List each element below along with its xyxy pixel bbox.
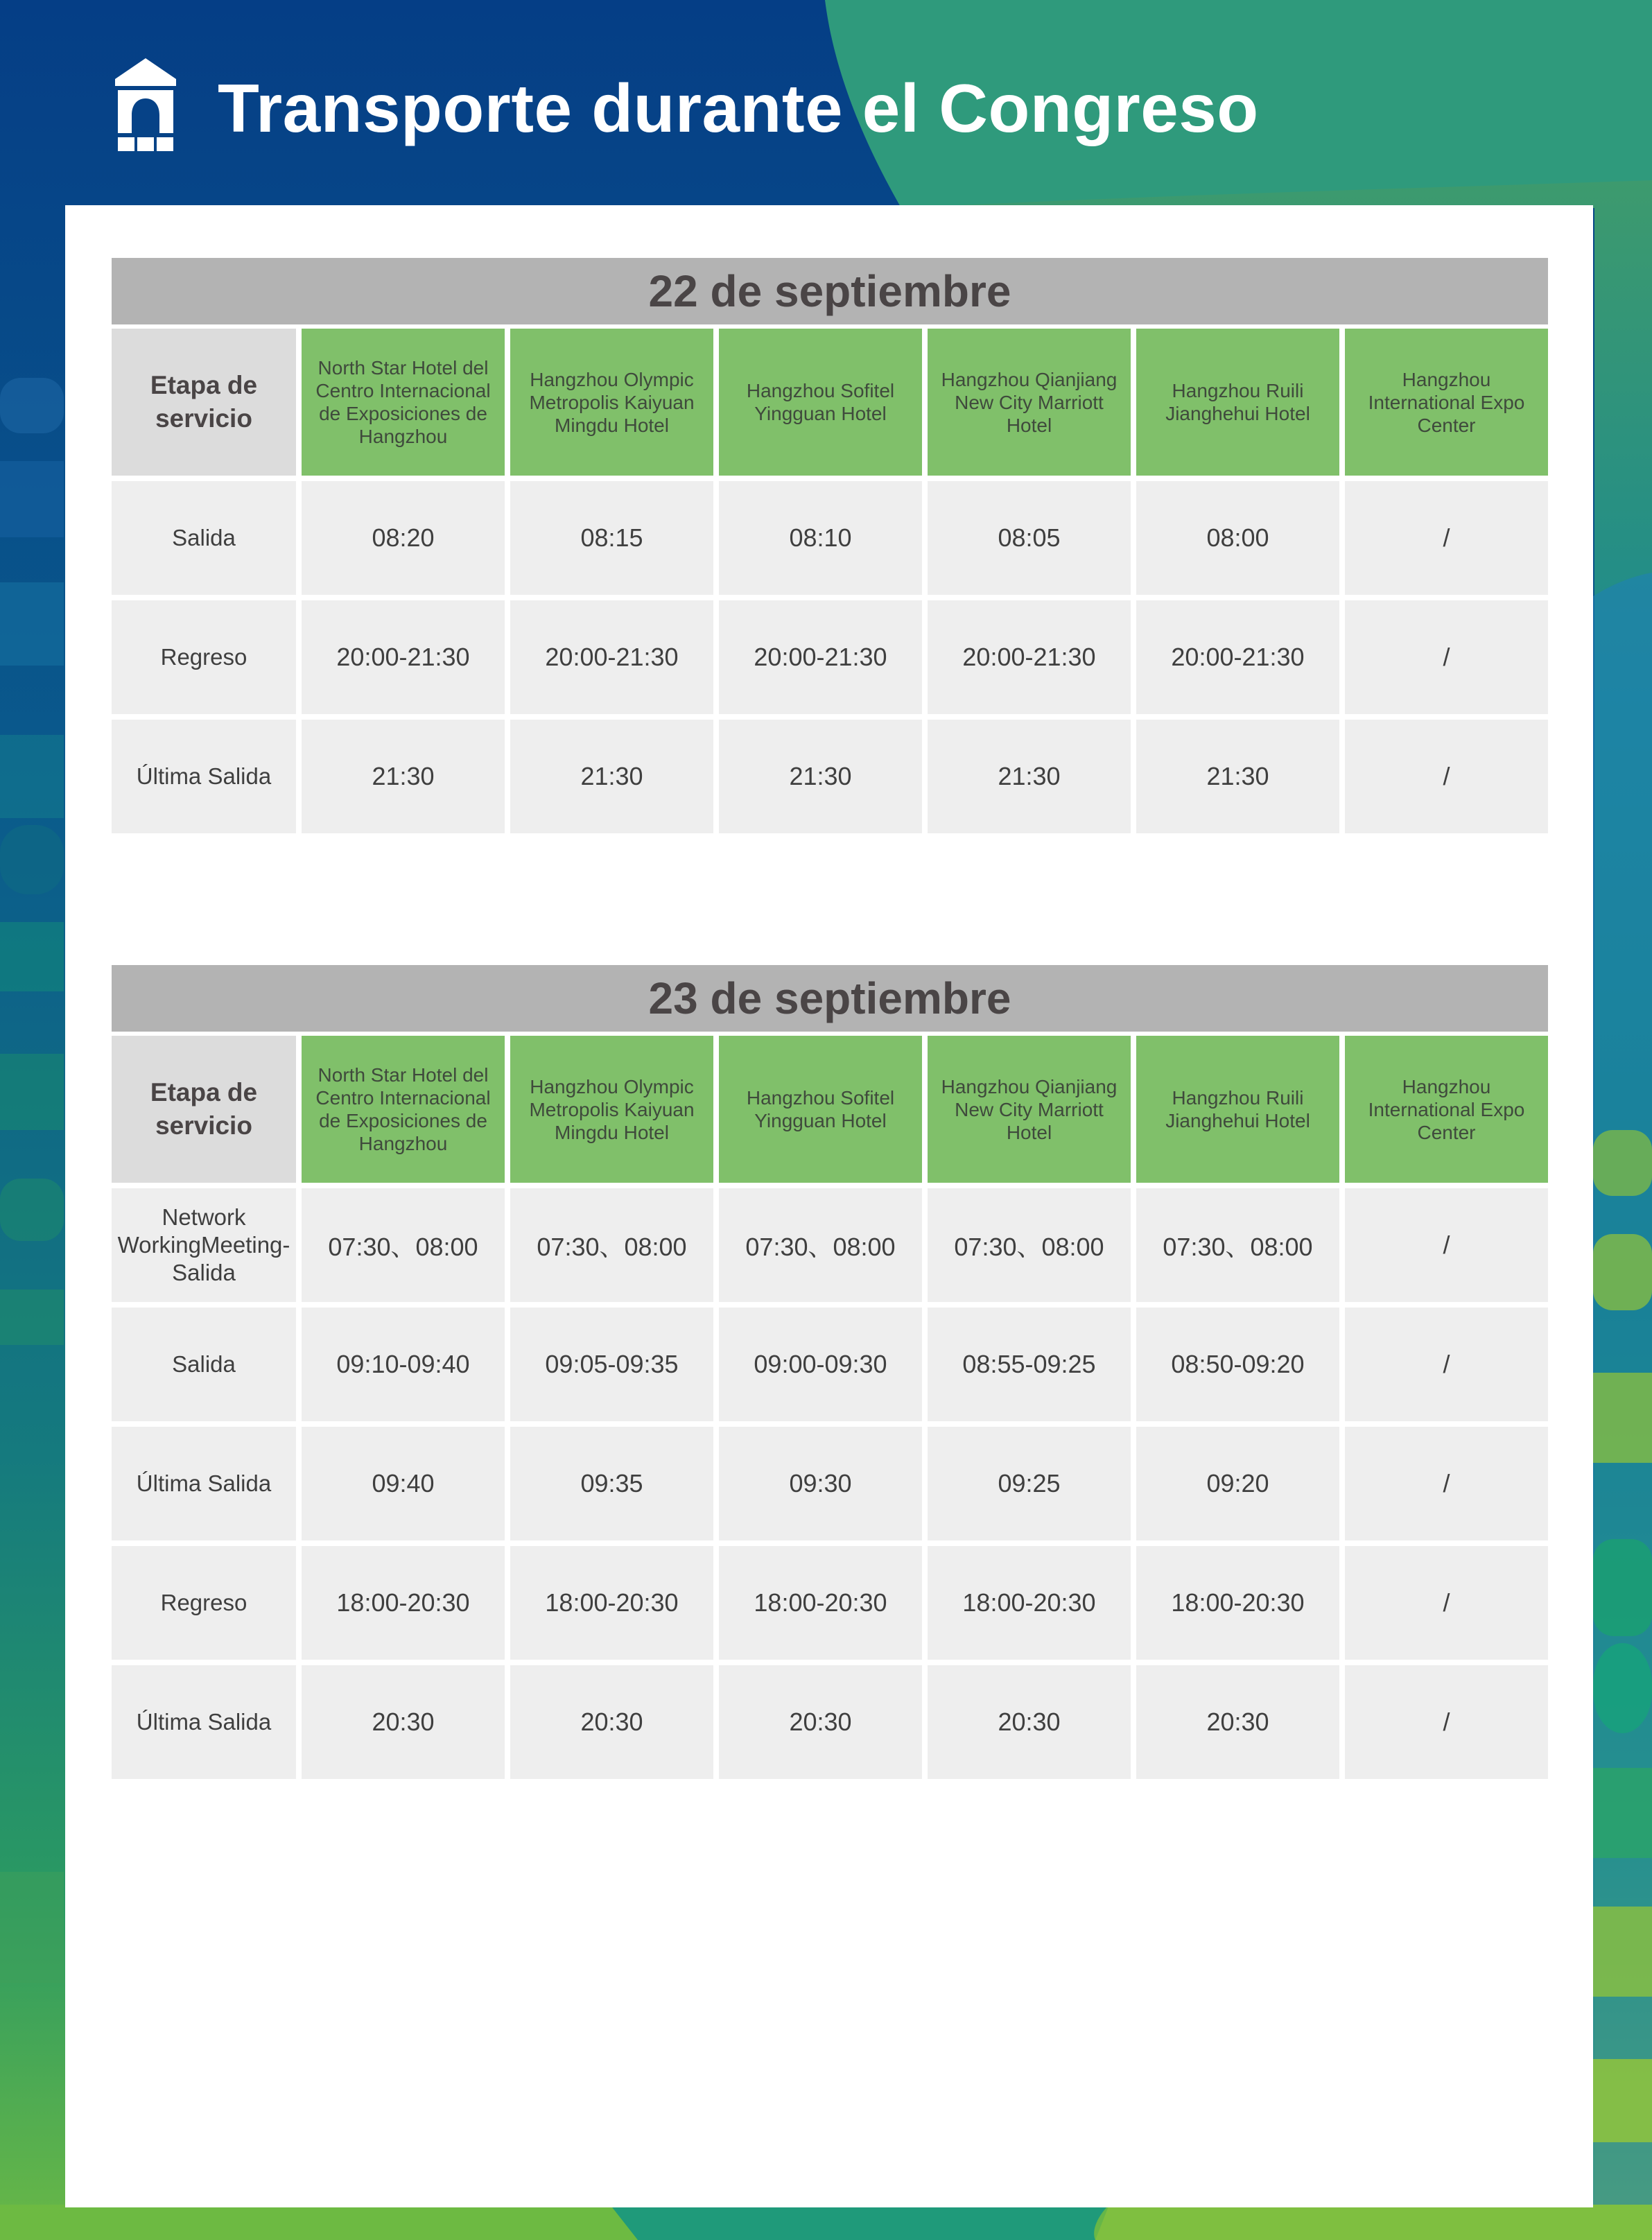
table-row — [112, 720, 1548, 833]
time-cell: 20:30 — [302, 1665, 505, 1779]
time-cell: 09:00-09:30 — [719, 1308, 922, 1421]
table-row — [112, 1188, 1548, 1302]
time-cell: 08:00 — [1136, 481, 1339, 595]
row-label: Última Salida — [112, 1427, 296, 1540]
time-cell: 20:30 — [510, 1665, 713, 1779]
time-cell: 21:30 — [302, 720, 505, 833]
time-cell: 20:00-21:30 — [928, 600, 1131, 714]
time-cell: / — [1345, 1308, 1548, 1421]
time-cell: 18:00-20:30 — [1136, 1546, 1339, 1660]
table-row — [112, 600, 1548, 714]
time-cell: 21:30 — [1136, 720, 1339, 833]
table-row — [112, 1308, 1548, 1421]
time-cell: 08:15 — [510, 481, 713, 595]
row-label: Regreso — [112, 1546, 296, 1660]
time-cell: 07:30、08:00 — [719, 1188, 922, 1302]
column-header: Hangzhou Olympic Metropolis Kaiyuan Mingdu Hotel — [510, 1036, 713, 1183]
table-header-row — [112, 1036, 1548, 1183]
time-cell: 20:00-21:30 — [302, 600, 505, 714]
column-header: Hangzhou International Expo Center — [1345, 329, 1548, 476]
time-cell: / — [1345, 1188, 1548, 1302]
stage-header: Etapa de servicio — [112, 1036, 296, 1183]
venue-building-icon — [115, 58, 176, 151]
time-cell: 21:30 — [510, 720, 713, 833]
table-row — [112, 1427, 1548, 1540]
column-header: Hangzhou Olympic Metropolis Kaiyuan Mingdu Hotel — [510, 329, 713, 476]
time-cell: 18:00-20:30 — [302, 1546, 505, 1660]
column-header: North Star Hotel del Centro Internacional de Exposiciones de Hangzhou — [302, 329, 505, 476]
schedule-table — [106, 1030, 1554, 1785]
time-cell: 20:30 — [719, 1665, 922, 1779]
column-header: Hangzhou International Expo Center — [1345, 1036, 1548, 1183]
row-label: Salida — [112, 1308, 296, 1421]
column-header: Hangzhou Qianjiang New City Marriott Hotel — [928, 329, 1131, 476]
time-cell: 09:25 — [928, 1427, 1131, 1540]
table-row — [112, 1665, 1548, 1779]
time-cell: 20:00-21:30 — [719, 600, 922, 714]
schedule-day-22 — [112, 258, 1548, 839]
column-header: Hangzhou Qianjiang New City Marriott Hotel — [928, 1036, 1131, 1183]
page-title: Transporte durante el Congreso — [218, 70, 1259, 146]
column-header: Hangzhou Sofitel Yingguan Hotel — [719, 329, 922, 476]
time-cell: 08:05 — [928, 481, 1131, 595]
row-label: Network WorkingMeeting-Salida — [112, 1188, 296, 1302]
date-heading: 22 de septiembre — [112, 258, 1548, 324]
time-cell: / — [1345, 481, 1548, 595]
column-header: Hangzhou Sofitel Yingguan Hotel — [719, 1036, 922, 1183]
time-cell: 09:30 — [719, 1427, 922, 1540]
time-cell: 07:30、08:00 — [302, 1188, 505, 1302]
schedule-panel — [65, 205, 1593, 2207]
column-header: North Star Hotel del Centro Internacional de Exposiciones de Hangzhou — [302, 1036, 505, 1183]
date-heading: 23 de septiembre — [112, 965, 1548, 1032]
time-cell: 09:10-09:40 — [302, 1308, 505, 1421]
schedule-day-23 — [112, 965, 1548, 1785]
time-cell: 18:00-20:30 — [928, 1546, 1131, 1660]
time-cell: 07:30、08:00 — [510, 1188, 713, 1302]
row-label: Salida — [112, 481, 296, 595]
time-cell: 21:30 — [928, 720, 1131, 833]
time-cell: 20:00-21:30 — [510, 600, 713, 714]
time-cell: 09:20 — [1136, 1427, 1339, 1540]
stage-header: Etapa de servicio — [112, 329, 296, 476]
column-header: Hangzhou Ruili Jianghehui Hotel — [1136, 1036, 1339, 1183]
page-header — [0, 0, 1652, 208]
time-cell: 09:05-09:35 — [510, 1308, 713, 1421]
time-cell: 21:30 — [719, 720, 922, 833]
time-cell: 20:30 — [928, 1665, 1131, 1779]
time-cell: / — [1345, 600, 1548, 714]
table-header-row — [112, 329, 1548, 476]
time-cell: / — [1345, 1665, 1548, 1779]
time-cell: / — [1345, 720, 1548, 833]
time-cell: 08:20 — [302, 481, 505, 595]
time-cell: 07:30、08:00 — [1136, 1188, 1339, 1302]
table-row — [112, 481, 1548, 595]
schedule-table — [106, 323, 1554, 839]
time-cell: 08:55-09:25 — [928, 1308, 1131, 1421]
time-cell: 18:00-20:30 — [719, 1546, 922, 1660]
time-cell: 20:00-21:30 — [1136, 600, 1339, 714]
time-cell: / — [1345, 1546, 1548, 1660]
time-cell: 08:10 — [719, 481, 922, 595]
time-cell: 08:50-09:20 — [1136, 1308, 1339, 1421]
row-label: Última Salida — [112, 1665, 296, 1779]
time-cell: 20:30 — [1136, 1665, 1339, 1779]
table-row — [112, 1546, 1548, 1660]
time-cell: 09:35 — [510, 1427, 713, 1540]
time-cell: 09:40 — [302, 1427, 505, 1540]
row-label: Regreso — [112, 600, 296, 714]
row-label: Última Salida — [112, 720, 296, 833]
time-cell: 07:30、08:00 — [928, 1188, 1131, 1302]
column-header: Hangzhou Ruili Jianghehui Hotel — [1136, 329, 1339, 476]
time-cell: 18:00-20:30 — [510, 1546, 713, 1660]
time-cell: / — [1345, 1427, 1548, 1540]
